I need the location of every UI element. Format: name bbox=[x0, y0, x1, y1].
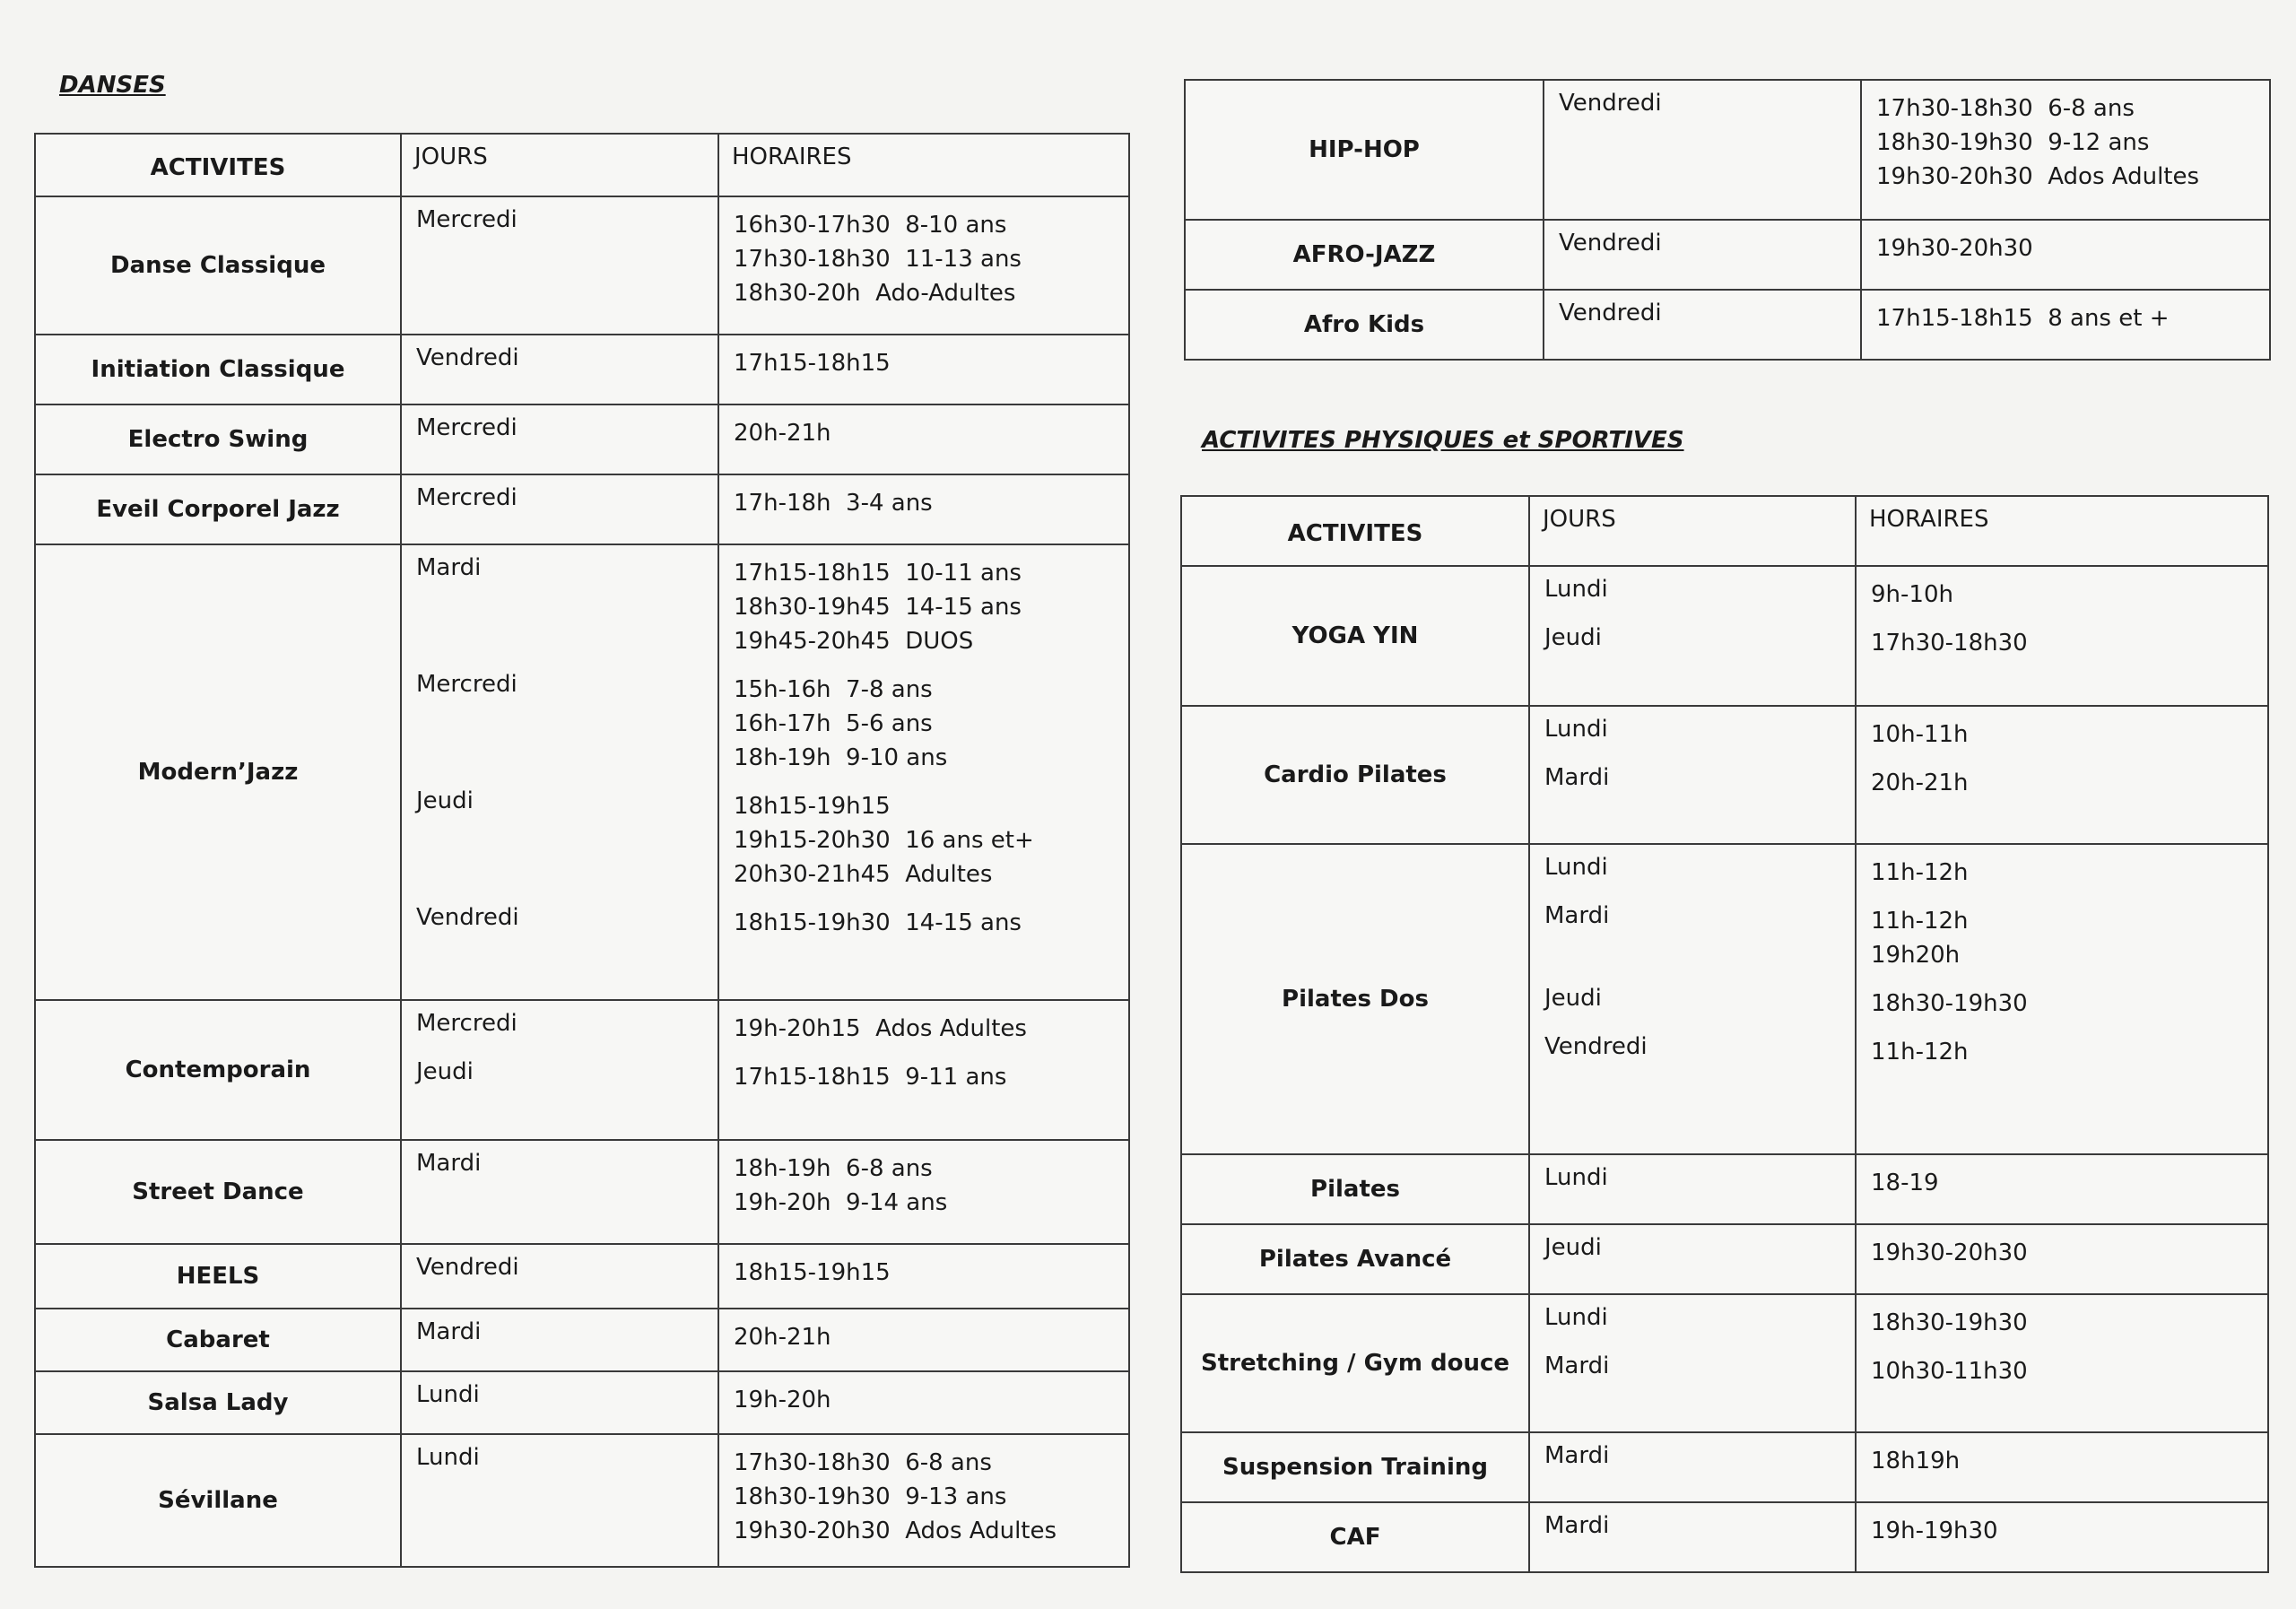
hours-line: 17h15-18h15 10-11 ans bbox=[734, 560, 1022, 587]
hours-line: 18h30-19h30 9-12 ans bbox=[1876, 129, 2150, 156]
days-cell bbox=[1529, 1154, 1856, 1224]
hours-cell bbox=[718, 474, 1129, 544]
days-cell bbox=[1529, 706, 1856, 844]
hours-cell bbox=[718, 1244, 1129, 1309]
hours-line: 18h15-19h30 14-15 ans bbox=[734, 909, 1022, 936]
hours-line: 20h-21h bbox=[734, 420, 831, 447]
table-row bbox=[35, 474, 1129, 544]
activity-name: Eveil Corporel Jazz bbox=[35, 474, 401, 544]
activity-name: Street Dance bbox=[35, 1140, 401, 1244]
hours-group bbox=[734, 405, 1128, 454]
days-cell bbox=[401, 196, 718, 335]
activity-name: HEELS bbox=[35, 1244, 401, 1309]
hours-group bbox=[1871, 1433, 2267, 1482]
hours-group bbox=[734, 895, 1128, 944]
col-header-activities: ACTIVITES bbox=[1181, 496, 1529, 566]
hours-cell bbox=[718, 196, 1129, 335]
day-label: Mercredi bbox=[416, 206, 517, 233]
table-row bbox=[35, 1434, 1129, 1567]
hours-group bbox=[1871, 567, 2267, 615]
hours-line: 16h30-17h30 8-10 ans bbox=[734, 212, 1007, 239]
hours-line: 18h30-19h30 bbox=[1871, 1309, 2028, 1336]
hours-line: 18h15-19h15 bbox=[734, 793, 891, 820]
table-row bbox=[35, 544, 1129, 1000]
hours-line: 18h30-19h30 9-13 ans bbox=[734, 1483, 1007, 1510]
days-cell bbox=[401, 1000, 718, 1140]
hours-group bbox=[734, 545, 1128, 662]
table-row bbox=[35, 1244, 1129, 1309]
days-cell bbox=[401, 1309, 718, 1371]
hours-group bbox=[734, 475, 1128, 524]
activity-name: Salsa Lady bbox=[35, 1371, 401, 1434]
hours-line: 11h-12h bbox=[1871, 1039, 1969, 1065]
hours-group bbox=[1871, 893, 2267, 976]
table-row bbox=[35, 1000, 1129, 1140]
day-label: Mardi bbox=[1544, 1442, 1610, 1469]
hours-line: 10h-11h bbox=[1871, 721, 1969, 748]
hours-line: 18h15-19h15 bbox=[734, 1259, 891, 1286]
col-header-days: JOURS bbox=[401, 134, 718, 196]
table-row bbox=[35, 335, 1129, 404]
activity-name: Modern’Jazz bbox=[35, 544, 401, 1000]
hours-cell bbox=[1856, 1154, 2268, 1224]
day-label: Lundi bbox=[1544, 1164, 1608, 1191]
col-header-hours: HORAIRES bbox=[718, 134, 1129, 196]
day-label: Jeudi bbox=[416, 1058, 474, 1085]
hours-cell bbox=[718, 335, 1129, 404]
table-row bbox=[1185, 220, 2270, 290]
hours-group bbox=[1871, 845, 2267, 893]
day-label: Vendredi bbox=[416, 1254, 519, 1281]
activity-name: Cabaret bbox=[35, 1309, 401, 1371]
table-row bbox=[35, 404, 1129, 474]
hours-group bbox=[734, 335, 1128, 384]
hours-group bbox=[734, 1309, 1128, 1358]
day-label: Mardi bbox=[1544, 902, 1610, 929]
days-cell bbox=[401, 1244, 718, 1309]
table-row bbox=[35, 1371, 1129, 1434]
day-label: Jeudi bbox=[1544, 985, 1602, 1012]
danses-table bbox=[34, 133, 1130, 1568]
day-label: Mercredi bbox=[416, 414, 517, 441]
hours-line: 16h-17h 5-6 ans bbox=[734, 710, 933, 737]
hours-cell bbox=[718, 404, 1129, 474]
days-cell bbox=[1544, 220, 1861, 290]
day-label: Lundi bbox=[1544, 576, 1608, 603]
table-row bbox=[1181, 1432, 2268, 1502]
hours-group bbox=[1871, 976, 2267, 1024]
hours-line: 17h-18h 3-4 ans bbox=[734, 490, 933, 517]
col-header-hours: HORAIRES bbox=[1856, 496, 2268, 566]
hours-group bbox=[734, 1245, 1128, 1293]
hours-line: 18h19h bbox=[1871, 1448, 1961, 1474]
hours-line: 18h30-20h Ado-Adultes bbox=[734, 280, 1016, 307]
hours-group bbox=[1876, 291, 2269, 339]
danses-extra-table bbox=[1184, 79, 2271, 361]
table-row bbox=[1181, 1294, 2268, 1432]
table-row bbox=[1181, 1154, 2268, 1224]
activity-name: Afro Kids bbox=[1185, 290, 1544, 360]
hours-cell bbox=[718, 1000, 1129, 1140]
hours-group bbox=[1871, 707, 2267, 755]
days-cell bbox=[401, 1140, 718, 1244]
day-label: Lundi bbox=[1544, 1304, 1608, 1331]
hours-line: 19h45-20h45 DUOS bbox=[734, 628, 974, 655]
hours-line: 19h-19h30 bbox=[1871, 1518, 1998, 1544]
hours-line: 20h-21h bbox=[1871, 770, 1969, 796]
hours-group bbox=[734, 1372, 1128, 1421]
hours-line: 17h30-18h30 6-8 ans bbox=[1876, 95, 2135, 122]
hours-cell bbox=[1856, 566, 2268, 706]
hours-group bbox=[1871, 1225, 2267, 1274]
hours-group bbox=[734, 1435, 1128, 1552]
table-row bbox=[1181, 1224, 2268, 1294]
hours-group bbox=[734, 778, 1128, 895]
hours-line: 17h30-18h30 11-13 ans bbox=[734, 246, 1022, 273]
activity-name: YOGA YIN bbox=[1181, 566, 1529, 706]
day-label: Mercredi bbox=[416, 484, 517, 511]
table-row bbox=[1181, 706, 2268, 844]
day-label: Vendredi bbox=[416, 344, 519, 371]
hours-cell bbox=[718, 1140, 1129, 1244]
hours-group bbox=[734, 197, 1128, 314]
table-row bbox=[1181, 844, 2268, 1154]
days-cell bbox=[1529, 844, 1856, 1154]
activity-name: AFRO-JAZZ bbox=[1185, 220, 1544, 290]
hours-line: 19h30-20h30 bbox=[1876, 235, 2033, 262]
hours-cell bbox=[1856, 1294, 2268, 1432]
day-label: Mardi bbox=[416, 554, 482, 581]
table-row bbox=[35, 1140, 1129, 1244]
days-cell bbox=[1529, 1224, 1856, 1294]
day-label: Lundi bbox=[1544, 716, 1608, 743]
days-cell bbox=[401, 1434, 718, 1567]
day-label: Lundi bbox=[416, 1381, 480, 1408]
day-label: Vendredi bbox=[1559, 300, 1662, 326]
hours-group bbox=[1871, 1155, 2267, 1204]
activity-name: Suspension Training bbox=[1181, 1432, 1529, 1502]
hours-line: 18-19 bbox=[1871, 1170, 1939, 1196]
table-row bbox=[35, 196, 1129, 335]
hours-line: 19h-20h15 Ados Adultes bbox=[734, 1015, 1027, 1042]
days-cell bbox=[401, 1371, 718, 1434]
activity-name: Sévillane bbox=[35, 1434, 401, 1567]
table-row bbox=[35, 1309, 1129, 1371]
hours-cell bbox=[1856, 1224, 2268, 1294]
hours-cell bbox=[1856, 1502, 2268, 1572]
hours-line: 17h30-18h30 bbox=[1871, 630, 2028, 657]
days-cell bbox=[1529, 1502, 1856, 1572]
hours-line: 15h-16h 7-8 ans bbox=[734, 676, 933, 703]
days-cell bbox=[1544, 80, 1861, 220]
hours-cell bbox=[718, 1371, 1129, 1434]
hours-line: 20h-21h bbox=[734, 1324, 831, 1351]
hours-line: 19h20h bbox=[1871, 942, 1961, 969]
day-label: Vendredi bbox=[1544, 1033, 1648, 1060]
hours-cell bbox=[1861, 290, 2270, 360]
day-label: Jeudi bbox=[1544, 624, 1602, 651]
hours-group bbox=[734, 1001, 1128, 1049]
days-cell bbox=[1529, 1432, 1856, 1502]
hours-cell bbox=[718, 1309, 1129, 1371]
hours-line: 11h-12h bbox=[1871, 859, 1969, 886]
hours-line: 17h15-18h15 9-11 ans bbox=[734, 1064, 1007, 1091]
day-label: Mardi bbox=[416, 1150, 482, 1177]
table-row bbox=[1185, 290, 2270, 360]
hours-line: 17h30-18h30 6-8 ans bbox=[734, 1449, 992, 1476]
activity-name: Stretching / Gym douce bbox=[1181, 1294, 1529, 1432]
activity-name: Danse Classique bbox=[35, 196, 401, 335]
hours-line: 19h30-20h30 Ados Adultes bbox=[1876, 163, 2200, 190]
hours-group bbox=[734, 662, 1128, 778]
hours-line: 18h30-19h45 14-15 ans bbox=[734, 594, 1022, 621]
hours-line: 17h15-18h15 8 ans et + bbox=[1876, 305, 2170, 332]
hours-group bbox=[1871, 1024, 2267, 1073]
sports-title: ACTIVITES PHYSIQUES et SPORTIVES bbox=[1202, 427, 1684, 454]
activity-name: CAF bbox=[1181, 1502, 1529, 1572]
hours-cell bbox=[1856, 1432, 2268, 1502]
hours-line: 17h15-18h15 bbox=[734, 350, 891, 377]
day-label: Mardi bbox=[1544, 764, 1610, 791]
activity-name: Pilates Dos bbox=[1181, 844, 1529, 1154]
table-row bbox=[1181, 566, 2268, 706]
day-label: Mardi bbox=[1544, 1352, 1610, 1379]
day-label: Jeudi bbox=[416, 787, 474, 814]
day-label: Lundi bbox=[1544, 854, 1608, 881]
activity-name: Pilates bbox=[1181, 1154, 1529, 1224]
hours-line: 19h15-20h30 16 ans et+ bbox=[734, 827, 1034, 854]
hours-group bbox=[734, 1049, 1128, 1098]
activity-name: Electro Swing bbox=[35, 404, 401, 474]
hours-cell bbox=[718, 544, 1129, 1000]
days-cell bbox=[401, 335, 718, 404]
day-label: Mardi bbox=[416, 1318, 482, 1345]
hours-line: 19h-20h 9-14 ans bbox=[734, 1189, 948, 1216]
hours-line: 9h-10h bbox=[1871, 581, 1953, 608]
hours-line: 11h-12h bbox=[1871, 908, 1969, 935]
day-label: Jeudi bbox=[1544, 1234, 1602, 1261]
sports-table bbox=[1180, 495, 2269, 1573]
hours-line: 18h-19h 9-10 ans bbox=[734, 744, 948, 771]
hours-line: 10h30-11h30 bbox=[1871, 1358, 2028, 1385]
hours-line: 19h-20h bbox=[734, 1387, 831, 1413]
hours-cell bbox=[1861, 220, 2270, 290]
day-label: Vendredi bbox=[1559, 230, 1662, 257]
col-header-activities: ACTIVITES bbox=[35, 134, 401, 196]
hours-line: 18h-19h 6-8 ans bbox=[734, 1155, 933, 1182]
hours-group bbox=[734, 1141, 1128, 1223]
danses-title: DANSES bbox=[59, 72, 166, 99]
activity-name: Contemporain bbox=[35, 1000, 401, 1140]
hours-cell bbox=[1861, 80, 2270, 220]
day-label: Lundi bbox=[416, 1444, 480, 1471]
hours-group bbox=[1871, 1344, 2267, 1392]
hours-line: 19h30-20h30 bbox=[1871, 1239, 2028, 1266]
days-cell bbox=[1529, 566, 1856, 706]
hours-cell bbox=[718, 1434, 1129, 1567]
activity-name: Cardio Pilates bbox=[1181, 706, 1529, 844]
hours-group bbox=[1876, 81, 2269, 197]
day-label: Vendredi bbox=[1559, 90, 1662, 117]
days-cell bbox=[401, 474, 718, 544]
day-label: Mardi bbox=[1544, 1512, 1610, 1539]
hours-group bbox=[1871, 1503, 2267, 1552]
days-cell bbox=[1544, 290, 1861, 360]
col-header-days: JOURS bbox=[1529, 496, 1856, 566]
activity-name: Initiation Classique bbox=[35, 335, 401, 404]
hours-cell bbox=[1856, 706, 2268, 844]
days-cell bbox=[401, 404, 718, 474]
hours-group bbox=[1871, 755, 2267, 804]
activity-name: Pilates Avancé bbox=[1181, 1224, 1529, 1294]
day-label: Vendredi bbox=[416, 904, 519, 931]
hours-group bbox=[1871, 1295, 2267, 1344]
table-row bbox=[1185, 80, 2270, 220]
hours-group bbox=[1876, 221, 2269, 269]
table-row bbox=[1181, 1502, 2268, 1572]
day-label: Mercredi bbox=[416, 671, 517, 698]
hours-group bbox=[1871, 615, 2267, 664]
hours-line: 18h30-19h30 bbox=[1871, 990, 2028, 1017]
day-label: Mercredi bbox=[416, 1010, 517, 1037]
activity-name: HIP-HOP bbox=[1185, 80, 1544, 220]
days-cell bbox=[401, 544, 718, 1000]
hours-cell bbox=[1856, 844, 2268, 1154]
hours-line: 19h30-20h30 Ados Adultes bbox=[734, 1518, 1057, 1544]
hours-line: 20h30-21h45 Adultes bbox=[734, 861, 993, 888]
days-cell bbox=[1529, 1294, 1856, 1432]
